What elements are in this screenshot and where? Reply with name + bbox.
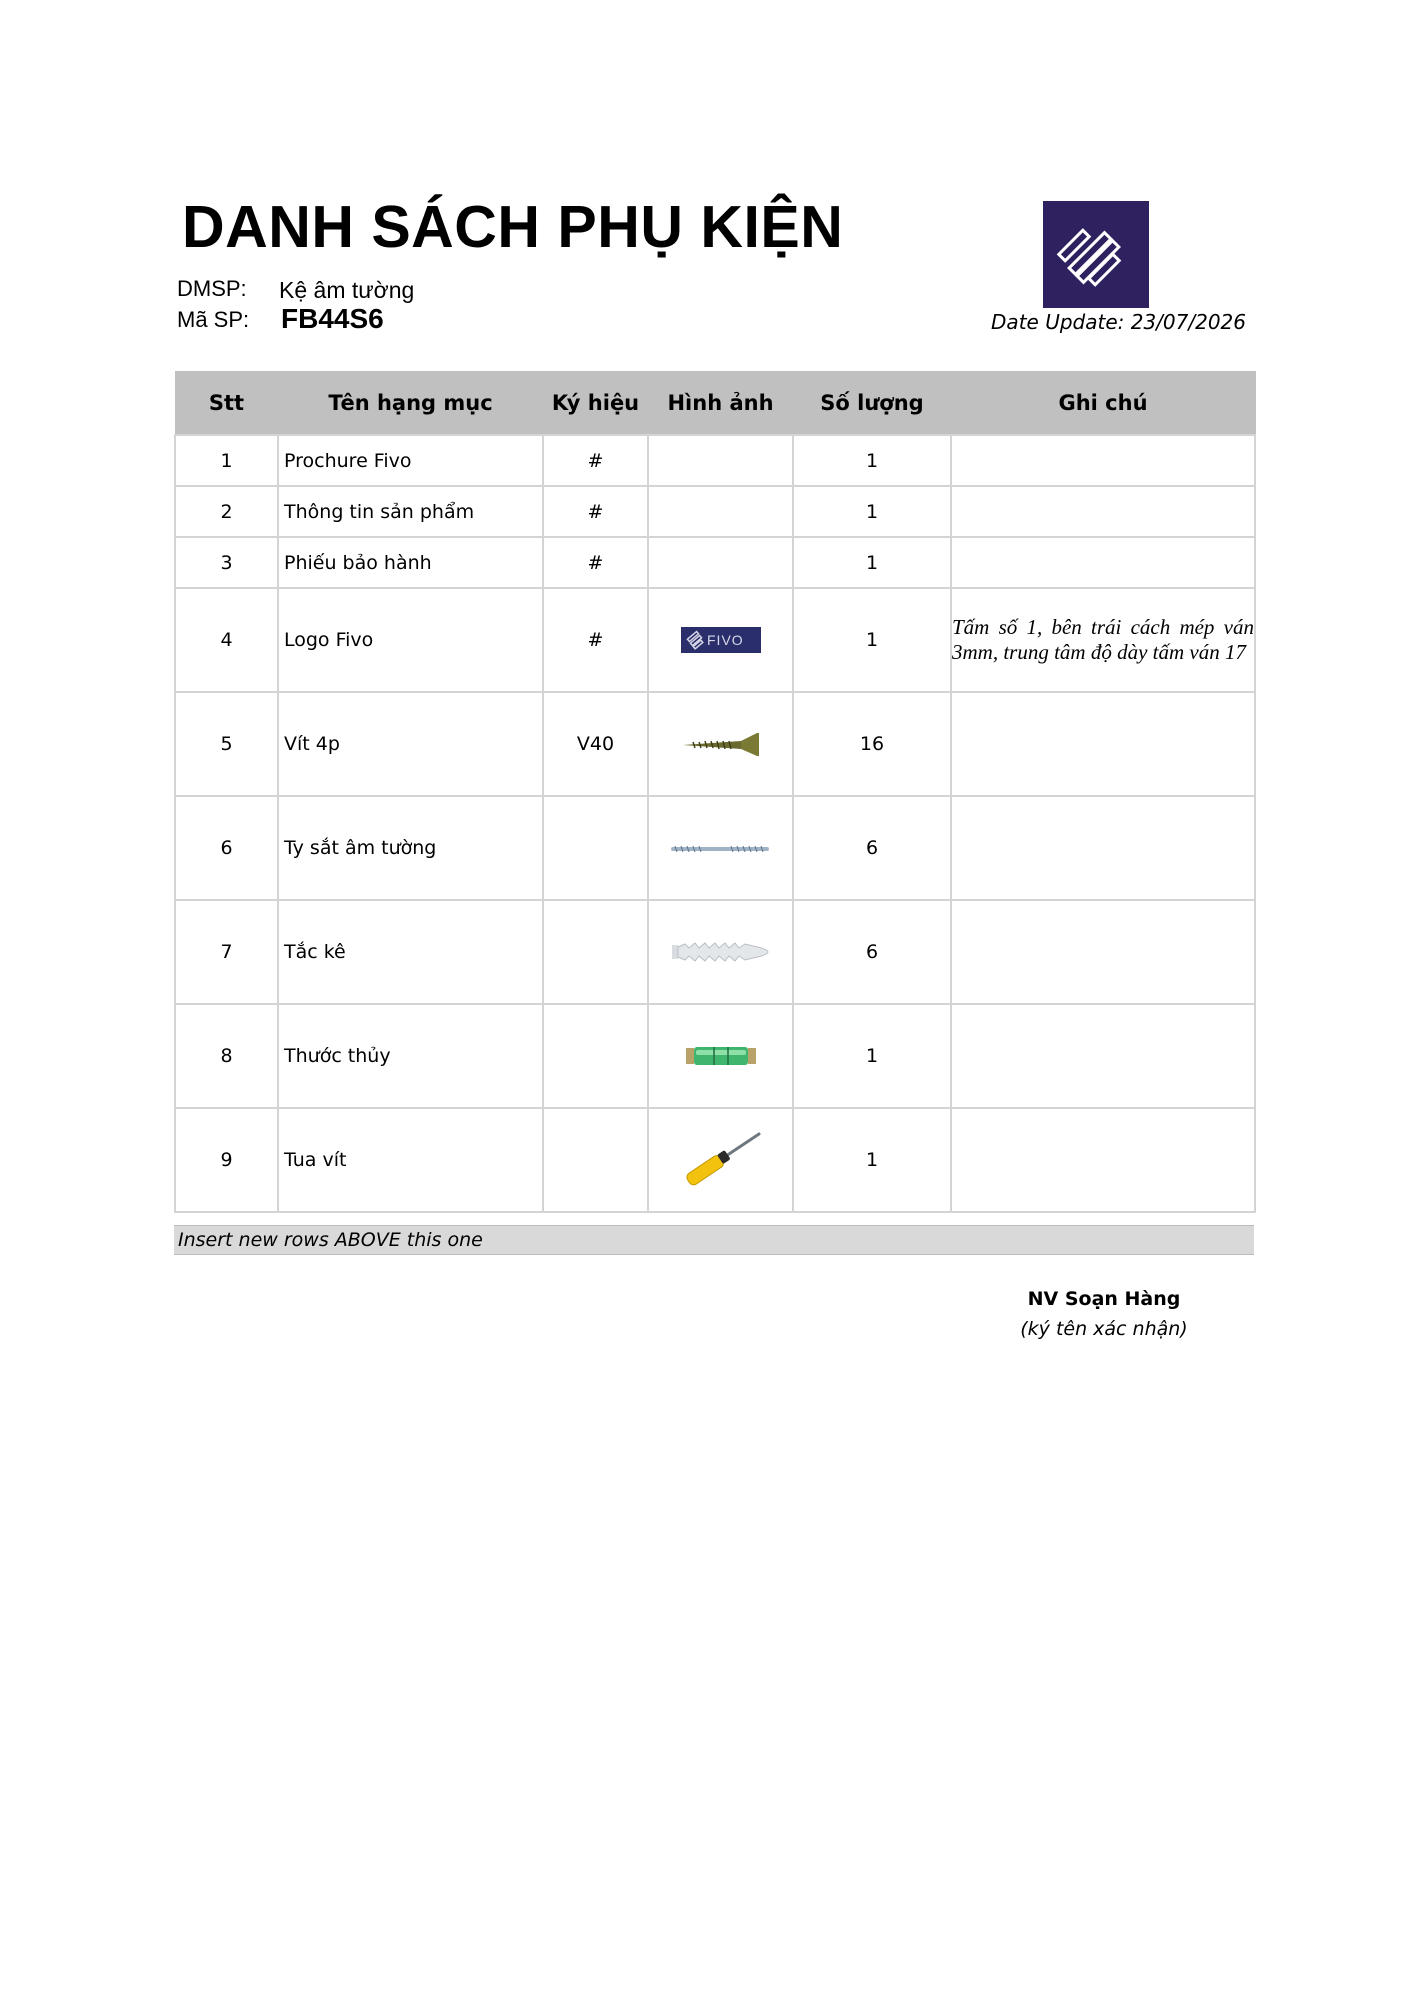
cell-note xyxy=(951,692,1255,796)
cell-stt: 6 xyxy=(175,796,278,900)
cell-code: # xyxy=(543,588,648,692)
cell-note xyxy=(951,486,1255,537)
cell-note xyxy=(951,796,1255,900)
cell-image xyxy=(648,588,793,692)
col-header-code: Ký hiệu xyxy=(543,372,648,436)
cell-name: Ty sắt âm tường xyxy=(278,796,543,900)
screwdriver-image xyxy=(679,1130,763,1190)
table-row xyxy=(175,537,1255,588)
wall-plug-image xyxy=(671,939,771,965)
cell-image xyxy=(648,1108,793,1212)
cell-code: V40 xyxy=(543,692,648,796)
table-row xyxy=(175,435,1255,486)
table-header-row xyxy=(175,372,1255,436)
cell-qty: 1 xyxy=(793,588,951,692)
cell-stt: 2 xyxy=(175,486,278,537)
cell-image xyxy=(648,692,793,796)
cell-code xyxy=(543,1004,648,1108)
stacked-planks-icon xyxy=(1043,201,1149,308)
cell-name: Prochure Fivo xyxy=(278,435,543,486)
cell-code: # xyxy=(543,435,648,486)
threaded-rod-image xyxy=(669,843,773,855)
col-header-name: Tên hạng mục xyxy=(278,372,543,436)
cell-code: # xyxy=(543,537,648,588)
table-row xyxy=(175,1108,1255,1212)
cell-qty: 6 xyxy=(793,796,951,900)
dmsp-label: DMSP: xyxy=(177,276,247,301)
cell-name: Tắc kê xyxy=(278,900,543,1004)
cell-name: Tua vít xyxy=(278,1108,543,1212)
accessories-table xyxy=(174,371,1256,1213)
cell-stt: 9 xyxy=(175,1108,278,1212)
masp-value: FB44S6 xyxy=(281,303,384,334)
cell-stt: 8 xyxy=(175,1004,278,1108)
col-header-qty: Số lượng xyxy=(793,372,951,436)
masp-label: Mã SP: xyxy=(177,307,250,332)
signer-note: (ký tên xác nhận) xyxy=(1020,1318,1188,1340)
cell-note xyxy=(951,435,1255,486)
cell-image xyxy=(648,486,793,537)
cell-code xyxy=(543,900,648,1004)
cell-stt: 7 xyxy=(175,900,278,1004)
cell-stt: 5 xyxy=(175,692,278,796)
cell-qty: 6 xyxy=(793,900,951,1004)
cell-qty: 1 xyxy=(793,435,951,486)
cell-image xyxy=(648,1004,793,1108)
insert-rows-marker xyxy=(174,1225,1254,1255)
fivo-plate-text: FIVO xyxy=(706,632,744,648)
brand-logo xyxy=(1043,201,1149,308)
dmsp-value: Kệ âm tường xyxy=(279,277,415,303)
wood-screw-image xyxy=(681,729,761,759)
table-row xyxy=(175,1004,1255,1108)
table-row xyxy=(175,486,1255,537)
cell-qty: 1 xyxy=(793,1108,951,1212)
cell-image xyxy=(648,537,793,588)
cell-qty: 1 xyxy=(793,1004,951,1108)
cell-name: Thông tin sản phẩm xyxy=(278,486,543,537)
col-header-image: Hình ảnh xyxy=(648,372,793,436)
cell-stt: 4 xyxy=(175,588,278,692)
cell-code xyxy=(543,1108,648,1212)
cell-image xyxy=(648,796,793,900)
table-row xyxy=(175,900,1255,1004)
fivo-logo-plate-image xyxy=(681,627,761,653)
cell-qty: 16 xyxy=(793,692,951,796)
cell-image xyxy=(648,900,793,1004)
table-row xyxy=(175,692,1255,796)
date-update: Date Update: 23/07/2026 xyxy=(991,310,1246,334)
col-header-stt: Stt xyxy=(175,372,278,436)
cell-code xyxy=(543,796,648,900)
insert-rows-note: Insert new rows ABOVE this one xyxy=(178,1229,483,1251)
col-header-note: Ghi chú xyxy=(951,372,1255,436)
cell-note xyxy=(951,900,1255,1004)
cell-note xyxy=(951,537,1255,588)
cell-stt: 1 xyxy=(175,435,278,486)
cell-note xyxy=(951,1108,1255,1212)
cell-name: Logo Fivo xyxy=(278,588,543,692)
cell-name: Vít 4p xyxy=(278,692,543,796)
signer-title: NV Soạn Hàng xyxy=(1027,1288,1181,1310)
spirit-level-image xyxy=(686,1045,756,1067)
cell-note xyxy=(951,1004,1255,1108)
table-row xyxy=(175,796,1255,900)
cell-stt: 3 xyxy=(175,537,278,588)
document-title: DANH SÁCH PHỤ KIỆN xyxy=(182,194,844,260)
cell-qty: 1 xyxy=(793,486,951,537)
cell-name: Phiếu bảo hành xyxy=(278,537,543,588)
cell-code: # xyxy=(543,486,648,537)
cell-qty: 1 xyxy=(793,537,951,588)
cell-note: Tấm số 1, bên trái cách mép ván 3mm, trung tâm độ dày tấm ván 17 xyxy=(951,588,1255,692)
cell-image xyxy=(648,435,793,486)
cell-name: Thước thủy xyxy=(278,1004,543,1108)
table-row xyxy=(175,588,1255,692)
